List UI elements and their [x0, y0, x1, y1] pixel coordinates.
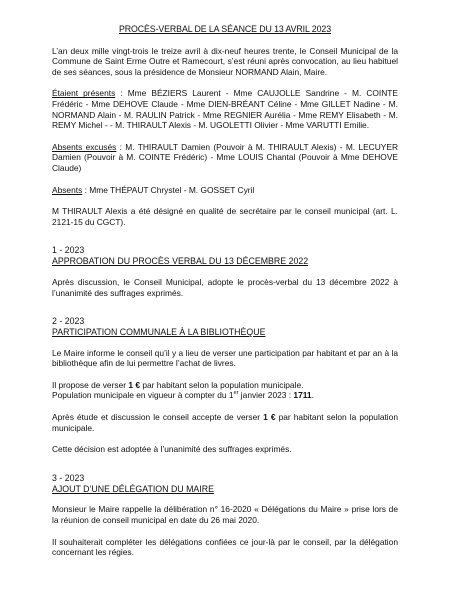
section-2 — [52, 316, 398, 455]
decision-paragraph — [52, 412, 398, 433]
section-title: AJOUT D’UNE DÉLÉGATION DU MAIRE — [52, 483, 214, 494]
excuses-label: Absents excusés — [52, 141, 117, 152]
section-title: PARTICIPATION COMMUNALE À LA BIBLIOTHÈQUE — [52, 326, 266, 337]
presents-list: : Mme BÉZIERS Laurent - Mme CAUJOLLE Sandrine - M. COINTE Frédéric - Mme DEHOVE Claude - Mme DIEN-BRÉANT Céline - Mme GILLET Nadine - M. NORMAND Alain - M. RAULIN Patrick - Mme REGNIER Aurélia - Mme REMY Elisabeth - M. REMY Michel - - M. THIRAULT Alexis - M. UGOLETTI Olivier - Mme VARUTTI Emilie. — [52, 88, 399, 131]
absents-paragraph — [52, 185, 398, 196]
secretaire-paragraph: M THIRAULT Alexis a été désigné en qualité de secrétaire par le conseil municipal (art. L. 2121-15 du CGCT). — [52, 206, 398, 227]
section-text: Le Maire informe le conseil qu’il y a lieu de verser une participation par habitant et par an à la bibliothèque afin de lui permettre l’achat de livres. — [52, 347, 398, 369]
section-number: 1 - 2023 — [52, 245, 85, 256]
absents-list: : Mme THÉPAUT Chrystel - M. GOSSET Cyril — [82, 184, 255, 195]
section-text: Après discussion, le Conseil Municipal, adopte le procès-verbal du 13 décembre 2022 à l’unanimité des suffrages exprimés. — [52, 276, 398, 298]
proposal-text: Il propose de verser — [52, 379, 129, 390]
absents-label: Absents — [52, 184, 83, 195]
proposal-text-end: par habitant selon la population municipale. — [140, 379, 304, 390]
population-value: 1711 — [293, 390, 312, 401]
section-number: 2 - 2023 — [52, 316, 85, 327]
decision-text-end: par habitant selon la population municipale. — [52, 412, 398, 433]
section-text-2: Il souhaiterait compléter les délégations confiées ce jour-là par le conseil, par la délégation concernant les régies. — [52, 536, 398, 558]
section-text: Monsieur le Maire rappelle la délibération n° 16-2020 « Délégations du Maire » prise lors de la réunion de conseil municipal en date du 26 mai 2020. — [52, 504, 398, 526]
population-text: Population municipale en vigueur à compter du 1 — [52, 390, 234, 401]
proposal-line — [52, 380, 398, 391]
section-title: APPROBATION DU PROCÈS VERBAL DU 13 DÉCEMBRE 2022 — [52, 256, 309, 267]
section-1 — [52, 245, 398, 298]
population-line — [52, 390, 398, 401]
proposal-amount: 1 € — [128, 379, 141, 390]
population-date: janvier 2023 : — [238, 390, 294, 401]
decision-amount: 1 € — [263, 412, 276, 423]
decision-text: Après étude et discussion le conseil accepte de verser — [52, 412, 264, 423]
document-title: PROCÈS-VERBAL DE LA SÉANCE DU 13 AVRIL 2023 — [119, 24, 331, 34]
presents-paragraph — [52, 88, 398, 130]
ordinal-suffix: er — [233, 390, 239, 397]
adoption-paragraph: Cette décision est adoptée à l’unanimité des suffrages exprimés. — [52, 444, 292, 455]
population-end: . — [311, 390, 314, 401]
intro-paragraph: L’an deux mille vingt-trois le treize avril à dix-neuf heures trente, le Conseil Municipal de la Commune de Saint Erme Outre et Ramecourt, s’est réuni après convocation, au lieu habituel de ses séances, sous la présidence de Monsieur NORMAND Alain, Maire. — [52, 45, 398, 77]
presents-label: Étaient présents — [52, 88, 116, 99]
section-3 — [52, 473, 398, 558]
excuses-list: : M. THIRAULT Damien (Pouvoir à M. THIRAULT Alexis) - M. LECUYER Damien (Pouvoir à M. COINTE Frédéric) - Mme LOUIS Chantal (Pouvoir à Mme DEHOVE Claude) — [52, 141, 398, 173]
excuses-paragraph — [52, 142, 398, 174]
section-number: 3 - 2023 — [52, 472, 85, 483]
